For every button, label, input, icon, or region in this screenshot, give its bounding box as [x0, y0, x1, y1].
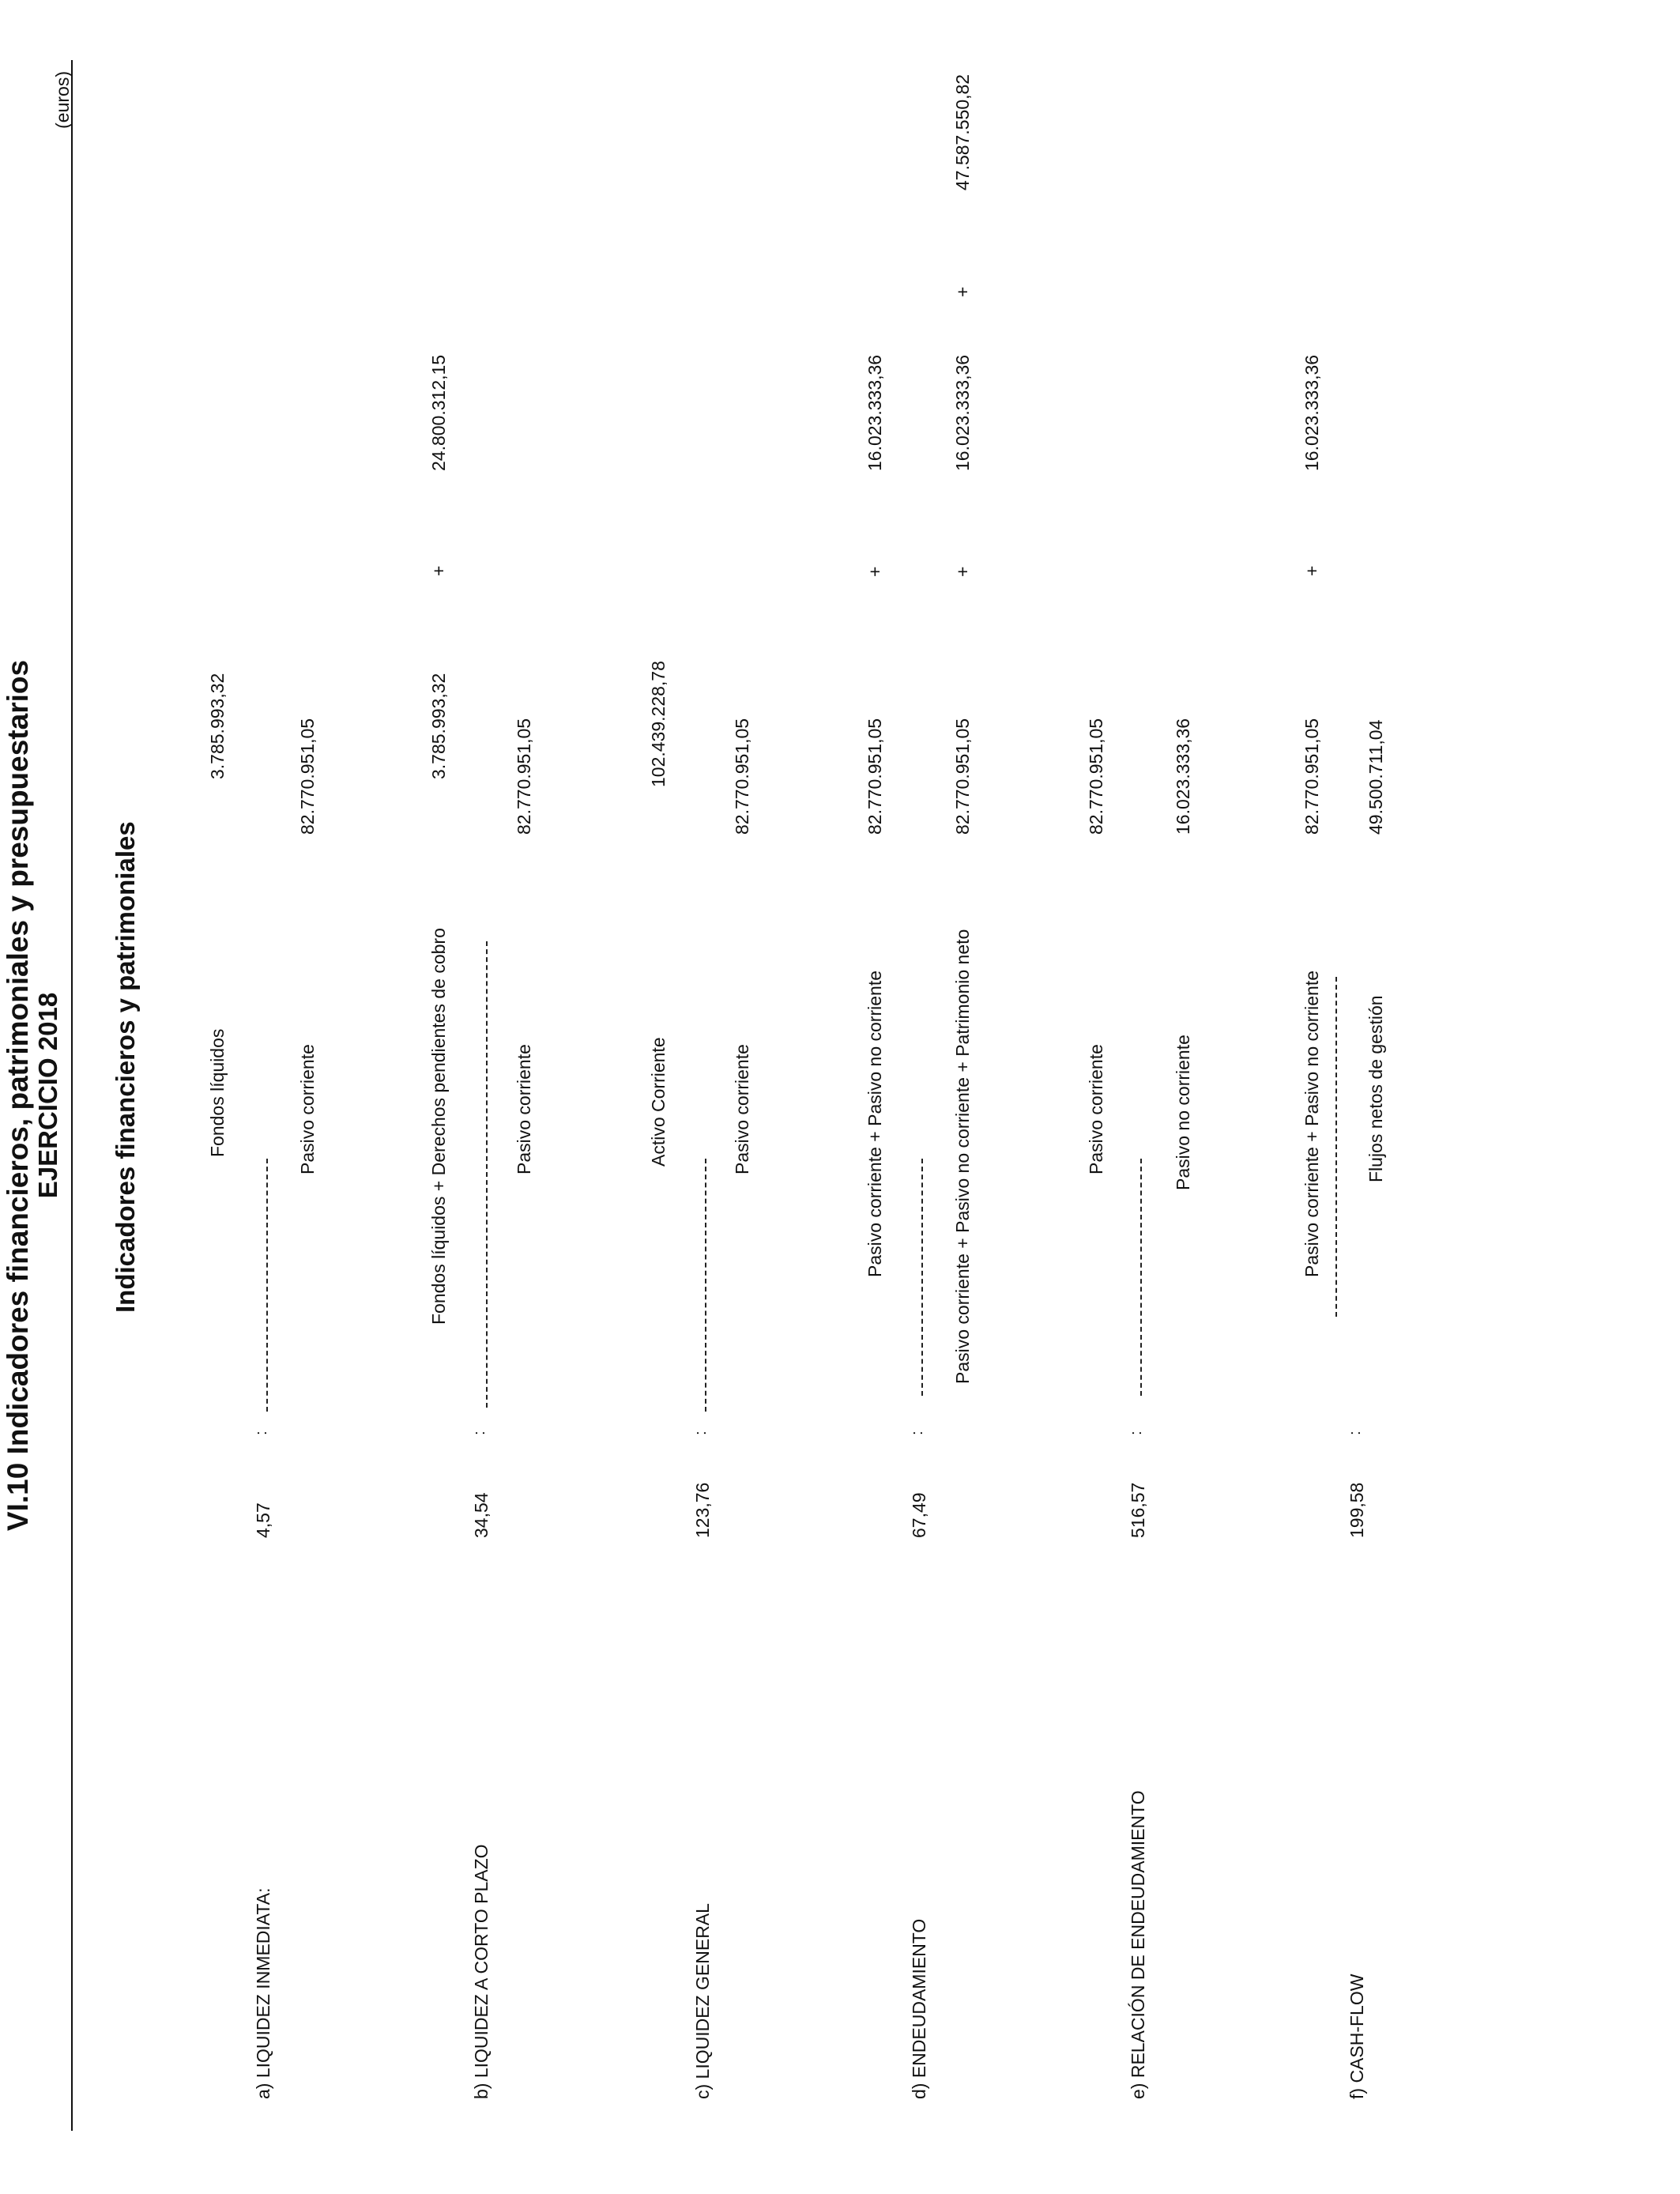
fraction-line — [266, 1159, 268, 1412]
page-subtitle: EJERCICIO 2018 — [33, 992, 62, 1199]
numerator-value: 82.770.951,05 — [1086, 718, 1106, 835]
numerator-value-2: 16.023.333,36 — [1301, 354, 1322, 471]
denominator-value: 82.770.951,05 — [297, 718, 318, 835]
numerator-label: Pasivo corriente + Pasivo no corriente — [864, 970, 885, 1277]
indicator-result: 199,58 — [1347, 1482, 1367, 1538]
numerator-label: Fondos líquidos + Derechos pendientes de cobro — [428, 928, 449, 1325]
numerator-value: 3.785.993,32 — [428, 673, 449, 779]
indicator-result: 4,57 — [253, 1502, 273, 1538]
units-label: (euros) — [52, 71, 73, 129]
indicator-result: 34,54 — [471, 1492, 492, 1538]
denominator-value: 49.500.711,04 — [1365, 719, 1386, 835]
indicator-result: 123,76 — [692, 1482, 713, 1538]
indicator-label: a) LIQUIDEZ INMEDIATA: — [253, 1887, 273, 2099]
denominator-label: Pasivo corriente + Pasivo no corriente + Patrimonio neto — [952, 929, 973, 1384]
numerator-label: Pasivo corriente — [1086, 1044, 1106, 1174]
denominator-label: Pasivo corriente — [514, 1044, 534, 1174]
numerator-value: 102.439.228,78 — [648, 661, 669, 787]
indicator-label: d) ENDEUDAMIENTO — [909, 1918, 929, 2099]
plus-sign: + — [952, 566, 973, 577]
denominator-value-2: 16.023.333,36 — [952, 354, 973, 471]
denominator-value: 82.770.951,05 — [732, 718, 752, 835]
plus-sign: + — [952, 286, 973, 297]
plus-sign: + — [1301, 565, 1322, 576]
indicator-colon: : — [692, 1431, 710, 1435]
denominator-label: Pasivo corriente — [297, 1044, 318, 1174]
indicator-colon: : — [909, 1431, 926, 1435]
header-rule — [71, 60, 73, 2131]
indicator-label: b) LIQUIDEZ A CORTO PLAZO — [471, 1844, 492, 2099]
fraction-line — [921, 1159, 923, 1396]
fraction-line — [705, 1159, 706, 1412]
denominator-value: 82.770.951,05 — [514, 718, 534, 835]
numerator-label: Pasivo corriente + Pasivo no corriente — [1301, 970, 1322, 1277]
numerator-value: 82.770.951,05 — [864, 718, 885, 835]
indicator-label: f) CASH-FLOW — [1347, 1973, 1367, 2099]
denominator-value-3: 47.587.550,82 — [952, 74, 973, 190]
fraction-line — [486, 941, 488, 1408]
indicator-label: e) RELACIÓN DE ENDEUDAMIENTO — [1128, 1790, 1148, 2099]
denominator-value: 16.023.333,36 — [1173, 718, 1193, 835]
plus-sign: + — [864, 566, 885, 577]
denominator-label: Pasivo no corriente — [1173, 1035, 1193, 1190]
denominator-label: Pasivo corriente — [732, 1044, 752, 1174]
numerator-value: 82.770.951,05 — [1301, 718, 1322, 835]
indicator-colon: : — [1347, 1431, 1364, 1435]
numerator-value-2: 16.023.333,36 — [864, 354, 885, 471]
numerator-value-2: 24.800.312,15 — [428, 354, 449, 471]
indicator-colon: : — [253, 1431, 270, 1435]
indicator-result: 516,57 — [1128, 1482, 1148, 1538]
indicator-result: 67,49 — [909, 1492, 929, 1538]
plus-sign: + — [428, 565, 449, 576]
numerator-label: Fondos líquidos — [207, 1028, 228, 1157]
denominator-label: Flujos netos de gestión — [1365, 995, 1386, 1182]
denominator-value: 82.770.951,05 — [952, 718, 973, 835]
section-title: Indicadores financieros y patrimoniales — [111, 821, 140, 1313]
indicator-colon: : — [471, 1431, 488, 1435]
numerator-value: 3.785.993,32 — [207, 673, 228, 779]
indicator-label: c) LIQUIDEZ GENERAL — [692, 1903, 713, 2099]
fraction-line — [1335, 977, 1337, 1317]
indicator-colon: : — [1128, 1431, 1145, 1435]
numerator-label: Activo Corriente — [648, 1037, 669, 1167]
page-title: VI.10 Indicadores financieros, patrimoniales y presupuestarios — [2, 659, 34, 1532]
fraction-line — [1140, 1159, 1142, 1396]
